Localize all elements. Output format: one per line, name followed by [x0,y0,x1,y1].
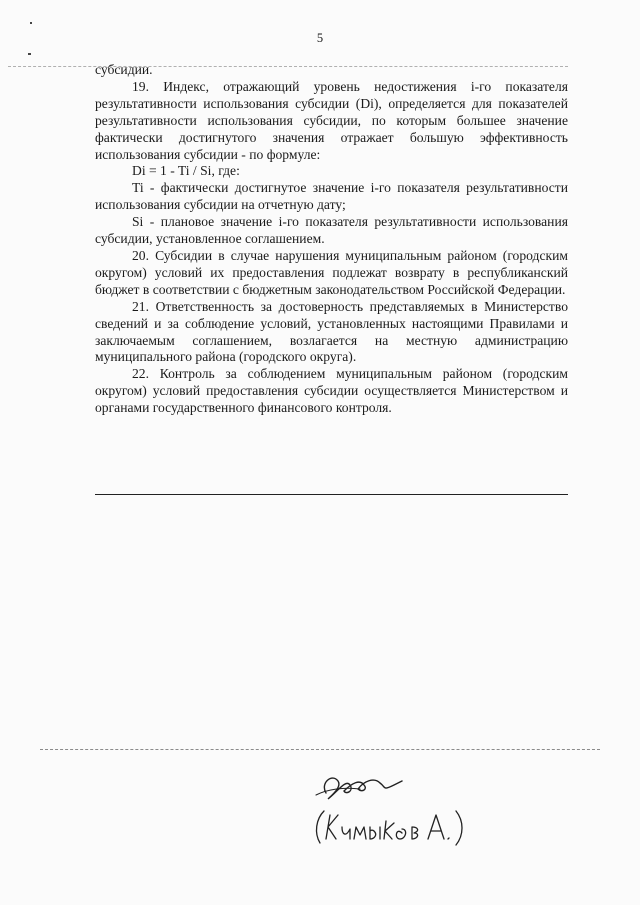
paragraph-20: 20. Субсидии в случае нарушения муниципальным районом (городским округом) условий их предоставления подлежат возврату в республиканский бюджет в соответствии с бюджетным законодательством Российской Федерации. [95,247,568,297]
formula: Di = 1 - Ti / Si, где: [132,163,240,179]
scan-speck [30,22,32,24]
paragraph-22: 22. Контроль за соблюдением муниципальным районом (городским округом) условий предоставления субсидии осуществляется Министерством и органами государственного финансового контроля. [95,366,568,416]
page-number: 5 [316,31,324,45]
paragraph-continuation: субсидии. [95,62,153,77]
scan-speck [28,53,31,55]
definition-ti: Ti - фактически достигнутое значение i-го показателя результативности использования субсидии на отчетную дату; [95,180,568,213]
definition-si: Si - плановое значение i-го показателя результативности использования субсидии, установленное соглашением. [95,214,568,247]
end-rule [95,494,568,495]
handwritten-signature [298,765,488,855]
scan-artifact-line [40,749,600,750]
paragraph-19: 19. Индекс, отражающий уровень недостижения i-го показателя результативности использования субсидии (Di), определяется для показателей результативности использования субсидии, по которым большее значение фактически достигнутого значения отражает большую эффективность использования субсидии - по формуле: [95,78,568,162]
paragraph-21: 21. Ответственность за достоверность представляемых в Министерство сведений и за соблюдение условий, установленных настоящими Правилами и заключаемым соглашением, возлагается на местную администрацию муниципального района (городского округа). [95,298,568,365]
document-body [95,62,568,417]
